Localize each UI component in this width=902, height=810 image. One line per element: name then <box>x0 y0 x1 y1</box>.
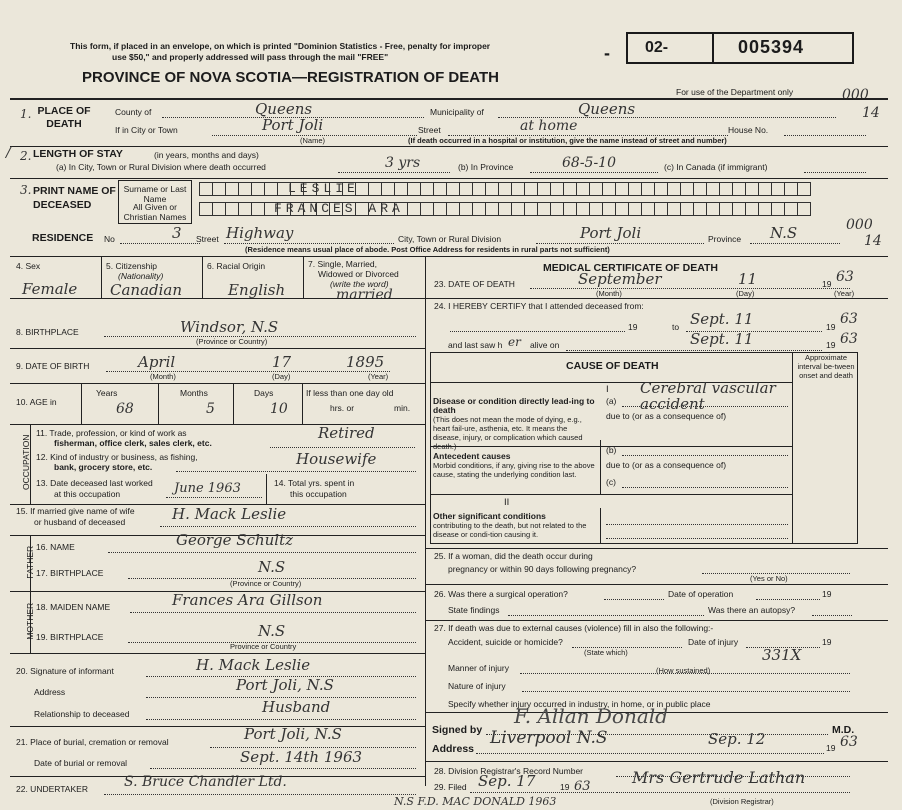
residence-note: (Residence means usual place of abode. Post Office Address for residents in rural parts not sufficient) <box>245 245 610 254</box>
res-street-line <box>224 243 394 244</box>
stay-a-label: (a) In City, Town or Rural Division where death occurred <box>56 162 266 172</box>
mother-caption: Province or Country <box>230 642 297 651</box>
sex-value: Female <box>22 280 78 298</box>
dob-month: April <box>138 353 176 371</box>
stay-b-line <box>530 172 658 173</box>
rule-2 <box>10 178 888 179</box>
spouse-label-2: or husband of deceased <box>34 517 126 527</box>
informant-address-label: Address <box>34 687 66 697</box>
q26-line <box>604 599 664 600</box>
burial-date-label: Date of burial or removal <box>34 758 128 768</box>
age-div-4 <box>302 383 303 424</box>
trade-line <box>270 447 415 448</box>
antecedent-note: Morbid conditions, if any, giving rise to the above cause, stating the underlying condition last. <box>433 461 595 479</box>
stay-units: (in years, months and days) <box>154 150 259 160</box>
dob-day-caption: (Day) <box>272 372 291 381</box>
roman-2: II <box>504 497 510 508</box>
birthplace-label: 8. BIRTHPLACE <box>16 327 79 337</box>
cause-inner-div <box>600 440 601 494</box>
spouse-value: H. Mack Leslie <box>172 505 287 523</box>
state-findings-line <box>508 615 704 616</box>
md-label: M.D. <box>832 724 855 736</box>
res-code-2: 14 <box>864 233 882 249</box>
dob-year-caption: (Year) <box>368 372 389 381</box>
rule-r1 <box>425 298 888 299</box>
citizenship-label: 5. Citizenship <box>106 261 158 271</box>
cause-c-line <box>622 487 788 488</box>
certify-label: 24. I HEREBY CERTIFY that I attended deceased from: <box>434 301 644 311</box>
city-label: If in City or Town <box>115 125 178 135</box>
res-no-line <box>120 243 200 244</box>
age-months-label: Months <box>180 388 208 398</box>
form-title: PROVINCE OF NOVA SCOTIA—REGISTRATION OF DEATH <box>82 69 499 86</box>
racial-origin-value: English <box>228 281 286 299</box>
accident-label: Accident, suicide or homicide? <box>448 637 563 647</box>
div-5-6 <box>202 256 203 298</box>
age-div-2 <box>158 383 159 424</box>
div-4-5 <box>101 256 102 298</box>
house-no-line <box>784 135 866 136</box>
dept-code-2: 14 <box>862 105 880 121</box>
rule-l2 <box>10 348 425 349</box>
stay-c-line <box>804 172 866 173</box>
father-name-value: George Schultz <box>176 531 294 549</box>
racial-origin-label: 6. Racial Origin <box>207 261 266 271</box>
date-of-operation-label: Date of operation <box>668 589 734 599</box>
surname-label: Surname or Last Name <box>123 184 187 204</box>
disease-note: (This does not mean the mode of dying, e.g., heart fail-ure, asthenia, etc. It means the disease, injury, or complication which caused death.) <box>433 415 583 451</box>
age-days-label: Days <box>254 388 274 398</box>
signer-address-line <box>476 753 824 754</box>
institution-note: (If death occurred in a hospital or institution, give the name instead of street and number) <box>408 136 727 145</box>
mailing-notice-line-1: This form, if placed in an envelope, on which is printed "Dominion Statistics - Free, penalty for improper <box>70 41 491 51</box>
disease-head: Disease or condition directly lead-ing to death <box>433 396 595 415</box>
state-findings-label: State findings <box>448 605 500 615</box>
filed-value: Sep. 17 <box>478 772 536 790</box>
rule-r3 <box>425 584 888 585</box>
nature-label: Nature of injury <box>448 681 506 691</box>
signed-date: Sep. 12 <box>708 730 766 748</box>
margin-mark: / <box>6 145 11 161</box>
birthplace-value: Windsor, N.S <box>180 318 279 336</box>
dob-month-caption: (Month) <box>150 372 176 381</box>
state-which-caption: (State which) <box>584 648 628 657</box>
signer-address-label: Address <box>432 743 475 755</box>
mother-maiden-label: 18. MAIDEN NAME <box>36 602 111 612</box>
signed-year-prefix: 19 <box>826 743 836 753</box>
residence-label: RESIDENCE <box>32 232 94 244</box>
house-no-label: House No. <box>728 125 769 135</box>
lastsaw-year: 63 <box>840 331 858 347</box>
undertaker-line <box>104 794 416 795</box>
informant-address-value: Port Joli, N.S <box>236 676 334 694</box>
age-div-3 <box>233 383 234 424</box>
rule-l9 <box>10 726 425 727</box>
dash-mark: - <box>604 43 610 63</box>
other-inner-div <box>600 508 601 544</box>
autopsy-line <box>812 615 852 616</box>
cause-a-value: Cerebral vascular accident <box>640 379 776 413</box>
manner-code: 331X <box>762 646 802 664</box>
yesno-caption: (Yes or No) <box>750 574 788 583</box>
filed-line <box>470 792 614 793</box>
mother-birthplace-value: N.S <box>258 622 286 640</box>
lastsaw-date: Sept. 11 <box>690 330 754 348</box>
county-label: County of <box>115 107 152 117</box>
industry-value: Housewife <box>296 450 377 468</box>
lastworked-label-1: 13. Date deceased last worked <box>36 478 153 488</box>
alive-on-label: alive on <box>530 340 560 350</box>
informant-sig-label: 20. Signature of informant <box>16 666 114 676</box>
lastsaw-line <box>566 350 822 351</box>
res-province-line <box>750 243 840 244</box>
marital-label-3: (write the word) <box>330 279 389 289</box>
signed-by-label: Signed by <box>432 724 483 736</box>
street-value: at home <box>520 118 578 134</box>
res-city-label: City, Town or Rural Division <box>398 234 502 244</box>
industry-line <box>176 471 416 472</box>
county-value: Queens <box>255 100 313 118</box>
length-of-stay-label: LENGTH OF STAY <box>33 148 123 160</box>
date-of-death-line <box>530 288 850 289</box>
cause-rule-2 <box>430 494 792 495</box>
marital-label-2: Widowed or Divorced <box>318 269 399 279</box>
antecedent-head: Antecedent causes <box>433 451 511 461</box>
occupation-side-label: OCCUPATION <box>20 434 31 490</box>
filed-label: 29. Filed <box>434 782 467 792</box>
cause-c-label: (c) <box>606 477 616 487</box>
lastsaw-year-prefix: 19 <box>826 340 836 350</box>
death-day-caption: (Day) <box>736 289 755 298</box>
center-divider <box>425 256 426 786</box>
res-city-value: Port Joli <box>580 224 642 242</box>
rule-3 <box>10 256 888 257</box>
dob-line <box>106 371 390 372</box>
bottom-note: N.S F.D. MAC DONALD 1963 <box>394 795 557 808</box>
stay-c-label: (c) In Canada (if immigrant) <box>664 162 768 172</box>
father-caption: (Province or Country) <box>230 579 302 588</box>
signer-address-value: Liverpool N.S <box>490 728 608 748</box>
res-street-value: Highway <box>226 224 294 242</box>
trade-label-2: fisherman, office clerk, sales clerk, etc. <box>54 438 212 448</box>
res-code-1: 000 <box>846 217 873 233</box>
rule-r4 <box>425 620 888 621</box>
citizenship-value: Canadian <box>110 281 183 299</box>
operation-year-prefix: 19 <box>822 589 832 599</box>
roman-1: I <box>606 384 609 395</box>
years-label-2: this occupation <box>290 489 347 499</box>
industry-label-2: bank, grocery store, etc. <box>54 462 153 472</box>
burial-date-line <box>150 768 416 769</box>
res-city-line <box>536 243 704 244</box>
registrar-signature: Mrs Gertrude Lathan <box>632 768 806 787</box>
age-label: 10. AGE in <box>16 397 57 407</box>
stay-b-value: 68-5-10 <box>562 155 616 171</box>
how-caption: (How sustained) <box>656 666 711 675</box>
attended-to-year: 63 <box>840 311 858 327</box>
hrs-label: hrs. or <box>330 403 355 413</box>
other-note: contributing to the death, but not related to the disease or condi-tion causing it. <box>433 521 587 539</box>
age-days-value: 10 <box>270 401 288 417</box>
attended-from-line <box>450 331 625 332</box>
nature-line <box>522 691 850 692</box>
res-no-label: No <box>104 234 115 244</box>
death-day: 11 <box>738 270 758 288</box>
rule-l1 <box>10 298 425 299</box>
stay-a-line <box>338 172 450 173</box>
q27-label: 27. If death was due to external causes (violence) fill in also the following:- <box>434 623 714 633</box>
date-injury-label: Date of injury <box>688 637 739 647</box>
other-head: Other significant conditions <box>433 511 546 521</box>
informant-sig-value: H. Mack Leslie <box>196 656 311 674</box>
reg-box-divider <box>712 32 714 64</box>
municipality-value: Queens <box>578 100 636 118</box>
date-of-death-label: 23. DATE OF DEATH <box>434 279 515 289</box>
undertaker-label: 22. UNDERTAKER <box>16 784 88 794</box>
dob-day: 17 <box>272 353 292 371</box>
death-year-caption: (Year) <box>834 289 855 298</box>
top-rule <box>10 98 888 100</box>
signed-year: 63 <box>840 734 858 750</box>
marital-label-1: 7. Single, Married, <box>308 259 377 269</box>
other-line-1 <box>606 524 788 525</box>
father-side-label: FATHER <box>24 545 35 579</box>
age-less-label: If less than one day old <box>306 388 394 398</box>
date-of-operation-line <box>756 599 820 600</box>
q1-number: 1. <box>20 107 32 121</box>
signed-by-value: F. Allan Donald <box>514 704 668 728</box>
stay-a-value: 3 yrs <box>385 155 421 171</box>
death-year-prefix: 19 <box>822 279 832 289</box>
given-value: FRANCES ARA <box>274 201 404 216</box>
burial-place-label: 21. Place of burial, cremation or removal <box>16 737 169 747</box>
injury-year-prefix: 19 <box>822 637 832 647</box>
manner-label: Manner of injury <box>448 663 509 673</box>
record-number-label: 28. Division Registrar's Record Number <box>434 766 584 776</box>
birthplace-caption: (Province or Country) <box>196 337 268 346</box>
city-value: Port Joli <box>262 116 324 134</box>
due-to-a: due to (or as a consequence of) <box>606 411 727 421</box>
attended-to-year-prefix: 19 <box>826 322 836 332</box>
lastsaw-label: and last saw h <box>448 340 503 350</box>
registrar-line <box>616 792 850 793</box>
citizenship-sub: (Nationality) <box>118 271 164 281</box>
rule-1 <box>10 146 888 147</box>
age-years-label: Years <box>96 388 118 398</box>
q26-label: 26. Was there a surgical operation? <box>434 589 568 599</box>
burial-date-value: Sept. 14th 1963 <box>240 748 363 766</box>
cause-title: CAUSE OF DEATH <box>566 360 659 372</box>
q2-number: 2. <box>20 149 32 163</box>
mailing-notice-line-2: use $50," and properly addressed will pass through the mail "FREE" <box>112 52 389 62</box>
spouse-line <box>160 526 416 527</box>
specify-label: Specify whether injury occurred in industry, in home, or in public place <box>448 699 711 709</box>
mother-side-label: MOTHER <box>24 602 35 640</box>
filed-year-prefix: 19 <box>560 782 570 792</box>
cause-b-label: (b) <box>606 445 617 455</box>
lastworked-value: June 1963 <box>174 481 241 496</box>
name-caption: (Name) <box>300 136 326 145</box>
place-of-death-label: PLACE OF DEATH <box>37 105 91 130</box>
res-province-value: N.S <box>770 224 798 242</box>
attended-from-prefix: 19 <box>628 322 638 332</box>
q25-label-2: pregnancy or within 90 days following pregnancy? <box>448 564 637 574</box>
print-name-label: PRINT NAME OF DECEASED <box>33 185 116 211</box>
interval-label: Approximate interval be-tween onset and death <box>797 353 855 380</box>
q25-label-1: 25. If a woman, did the death occur during <box>434 551 593 561</box>
dob-label: 9. DATE OF BIRTH <box>16 361 90 371</box>
father-birthplace-value: N.S <box>258 558 286 576</box>
mother-maiden-line <box>130 612 416 613</box>
mother-birthplace-label: 19. BIRTHPLACE <box>36 632 104 642</box>
years-label-1: 14. Total yrs. spent in <box>274 478 355 488</box>
department-note: For use of the Department only <box>676 87 794 97</box>
div-6-7 <box>303 256 304 298</box>
father-birthplace-label: 17. BIRTHPLACE <box>36 568 104 578</box>
municipality-label: Municipality of <box>430 107 484 117</box>
rule-l3 <box>10 383 425 384</box>
surname-value: LESLIE <box>288 181 359 196</box>
filed-year: 63 <box>574 779 591 794</box>
res-no-value: 3 <box>172 224 182 242</box>
q3-number: 3. <box>20 183 32 197</box>
age-div-1 <box>81 383 82 424</box>
undertaker-value: S. Bruce Chandler Ltd. <box>124 774 287 790</box>
relation-value: Husband <box>262 698 331 716</box>
dob-year: 1895 <box>346 353 385 371</box>
other-line-2 <box>606 538 788 539</box>
autopsy-label: Was there an autopsy? <box>708 605 796 615</box>
rule-r6 <box>425 761 888 762</box>
occ-div-13-14 <box>266 474 267 504</box>
medical-title: MEDICAL CERTIFICATE OF DEATH <box>543 262 718 274</box>
attended-to-label: to <box>672 322 680 332</box>
cause-a-label: (a) <box>606 396 617 406</box>
industry-label-1: 12. Kind of industry or business, as fishing, <box>36 452 198 462</box>
death-year: 63 <box>836 269 854 285</box>
stay-b-label: (b) In Province <box>458 162 514 172</box>
spouse-label-1: 15. If married give name of wife <box>16 506 135 516</box>
age-years-value: 68 <box>116 401 134 417</box>
relation-label: Relationship to deceased <box>34 709 130 719</box>
trade-label-1: 11. Trade, profession, or kind of work as <box>36 428 187 438</box>
reg-number: 005394 <box>738 37 805 57</box>
reg-prefix: 02- <box>645 39 669 56</box>
due-to-b: due to (or as a consequence of) <box>606 460 727 470</box>
sex-label: 4. Sex <box>16 261 41 271</box>
dept-code-1: 000 <box>842 87 869 103</box>
burial-place-value: Port Joli, N.S <box>244 725 342 743</box>
rule-r2 <box>425 548 888 549</box>
father-name-label: 16. NAME <box>36 542 75 552</box>
lastsaw-he: er <box>508 335 521 349</box>
cause-b-line <box>622 455 788 456</box>
death-month-caption: (Month) <box>596 289 622 298</box>
mother-maiden-value: Frances Ara Gillson <box>172 591 323 609</box>
street-label: Street <box>418 125 441 135</box>
death-month: September <box>578 270 662 288</box>
marital-value: married <box>336 287 393 303</box>
attended-to-value: Sept. 11 <box>690 310 754 328</box>
age-months-value: 5 <box>206 401 215 417</box>
rule-l8 <box>10 653 425 654</box>
min-label: min. <box>394 403 411 413</box>
given-label: All Given or Christian Names <box>123 202 187 222</box>
res-street-label: Street <box>196 234 219 244</box>
registrar-caption: (Division Registrar) <box>710 797 774 806</box>
relation-line <box>146 719 416 720</box>
lastworked-line <box>166 497 262 498</box>
trade-value: Retired <box>318 424 375 442</box>
res-province-label: Province <box>708 234 742 244</box>
father-name-line <box>108 552 416 553</box>
lastworked-label-2: at this occupation <box>54 489 121 499</box>
